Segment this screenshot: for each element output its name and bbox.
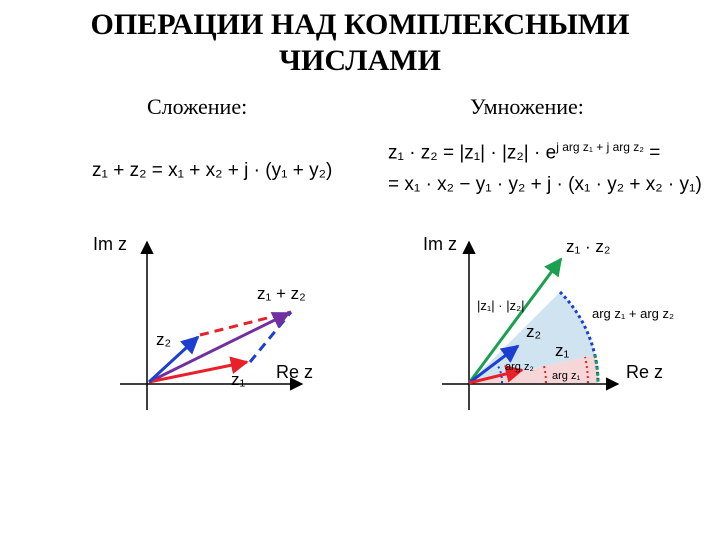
multiplication-diagram [423, 234, 674, 410]
arg-sum-label: arg z₁ + arg z₂ [592, 306, 675, 321]
modulus-label: |z₁| · |z₂| [477, 298, 525, 313]
arg-z1-label: arg z₁ [552, 370, 581, 382]
multiplication-re-label: Re z [626, 362, 664, 382]
addition-im-label: Im z [93, 234, 127, 254]
addition-sum-label: z₁ + z₂ [257, 284, 306, 303]
multiplication-heading: Умножение: [470, 94, 584, 119]
arg-z2-label: arg z₂ [505, 361, 534, 373]
product-label: z₁ · z₂ [566, 237, 611, 256]
addition-z1-dashed [200, 312, 291, 335]
multiplication-im-label: Im z [423, 234, 457, 254]
addition-z2-label: z₂ [156, 330, 172, 349]
addition-z2-dashed [250, 312, 291, 362]
addition-re-label: Re z [276, 362, 314, 382]
addition-z1-label: z₁ [231, 370, 246, 389]
formula-line1-right: = [649, 142, 661, 164]
slide-title-line2: ЧИСЛАМИ [279, 44, 441, 77]
addition-formula: z₁ + z₂ = x₁ + x₂ + j · (y₁ + y₂) [92, 160, 333, 181]
formula-exponent: j arg z₁ + j arg z₂ [556, 140, 644, 154]
multiplication-z2-label: z₂ [526, 322, 542, 341]
addition-heading: Сложение: [147, 94, 248, 119]
slide-title-line1: ОПЕРАЦИИ НАД КОМПЛЕКСНЫМИ [90, 8, 630, 41]
multiplication-z1-label: z₁ [555, 341, 570, 360]
addition-diagram [93, 234, 313, 410]
multiplication-formula-line2: = x₁ · x₂ − y₁ · y₂ + j · (x₁ · y₂ + x₂ · y₁) [388, 174, 702, 195]
formula-line1-left: z₁ · z₂ = |z₁| · |z₂| · e [388, 142, 557, 164]
